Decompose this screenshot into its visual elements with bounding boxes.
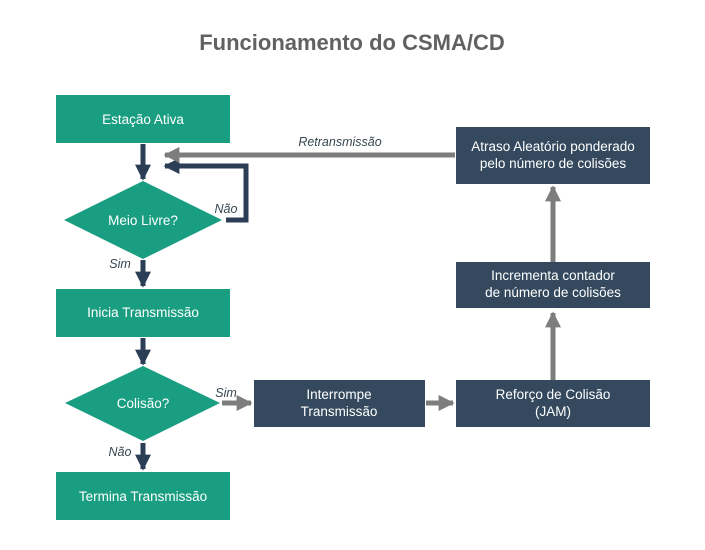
node-label-line2: de número de colisões — [485, 285, 621, 300]
node-inicia-transmissao — [56, 289, 230, 337]
label-nao-colisao: Não — [108, 445, 132, 459]
label-retransmissao: Retransmissão — [298, 135, 382, 149]
node-label: Inicia Transmissão — [87, 305, 199, 320]
label-sim-meio: Sim — [109, 257, 131, 271]
node-label: Meio Livre? — [108, 213, 178, 228]
node-incrementa-contador — [456, 262, 650, 308]
node-interrompe-transmissao — [254, 380, 425, 427]
node-reforco-colisao — [456, 380, 650, 427]
label-sim-colisao: Sim — [215, 386, 237, 400]
node-label-line1: Atraso Aleatório ponderado — [471, 139, 635, 154]
node-label-line2: pelo número de colisões — [479, 156, 627, 171]
node-label-line2: Transmissão — [300, 404, 378, 419]
node-label: Estação Ativa — [102, 112, 184, 127]
node-label-line1: Reforço de Colisão — [495, 387, 611, 402]
node-meio-livre — [64, 181, 222, 259]
node-label: Termina Transmissão — [78, 489, 208, 504]
label-nao-meio: Não — [214, 202, 238, 216]
node-estacao-ativa — [56, 95, 230, 143]
node-termina-transmissao — [56, 472, 230, 520]
node-label-line2: (JAM) — [535, 404, 571, 419]
node-label-line1: Incrementa contador — [491, 268, 615, 283]
node-label: Colisão? — [116, 396, 170, 411]
node-label-line1: Interrompe — [306, 387, 372, 402]
diagram-title: Funcionamento do CSMA/CD — [199, 30, 505, 55]
node-colisao — [65, 366, 220, 441]
node-atraso-aleatorio — [456, 127, 650, 184]
